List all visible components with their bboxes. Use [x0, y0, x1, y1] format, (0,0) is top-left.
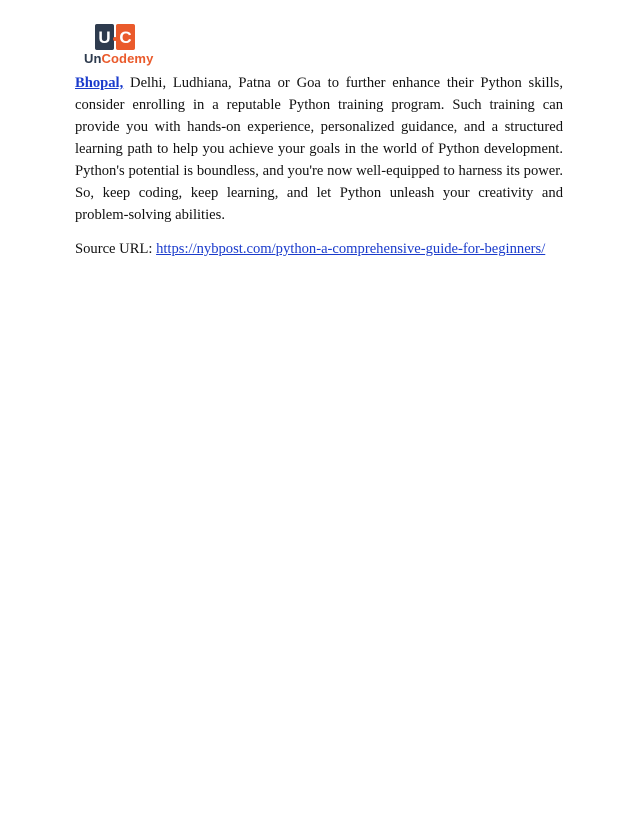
logo-mark-right-letter: C — [119, 28, 132, 47]
logo-word-part1: Un — [84, 51, 102, 66]
uncodemy-logo-mark — [95, 24, 135, 50]
logo-mark-left-letter: U — [98, 28, 111, 47]
source-label: Source URL: — [75, 241, 157, 257]
document-body — [75, 72, 563, 260]
logo-wordmark — [84, 52, 153, 66]
closing-paragraph — [75, 72, 563, 226]
source-url-link[interactable]: https://nybpost.com/python-a-comprehensive-guide-for-beginners/ — [156, 241, 546, 257]
bhopal-link[interactable]: Bhopal, — [75, 75, 124, 91]
source-line — [75, 238, 563, 260]
logo-word-part2: Codemy — [101, 51, 154, 66]
uncodemy-logo — [84, 24, 154, 68]
closing-paragraph-text: Delhi, Ludhiana, Patna or Goa to further enhance their Python skills, consider enrolling in a reputable Python training program. Such training can provide you with hands-on experience, personalized guidance, and a structured learning path to help you achieve your goals in the world of Python development. Python's potential is boundless, and you're now well-equipped to harness its power. So, keep coding, keep learning, and let Python unleash your creativity and problem-solving abilities. — [75, 75, 563, 223]
